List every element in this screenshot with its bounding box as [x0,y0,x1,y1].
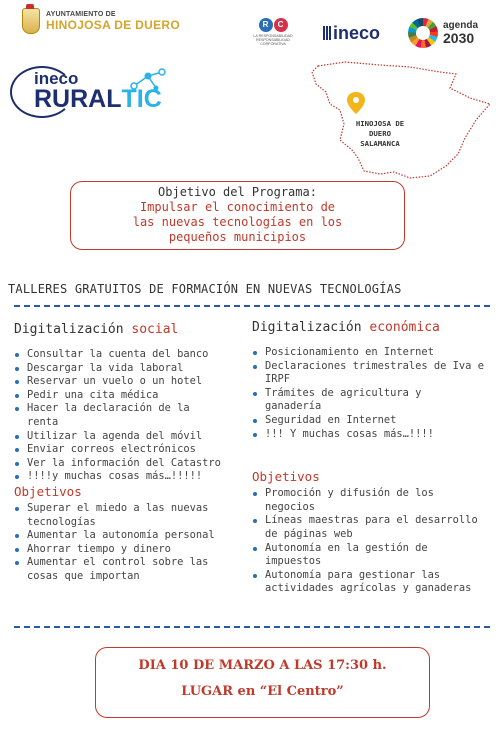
social-column [14,322,236,584]
list-item: Reservar un vuelo o un hotel [14,375,236,389]
economica-title: Digitalización económica [252,320,440,335]
social-list [14,348,236,484]
ineco-wordmark: ineco [333,23,381,43]
economica-list [252,346,490,441]
map-location-line1: HINOJOSA DE [355,119,405,128]
ineco-logo [323,24,380,42]
list-item: Utilizar la agenda del móvil [14,430,236,444]
list-item: Pedir una cita médica [14,389,236,403]
coat-of-arms-icon [22,8,40,34]
ayuntamiento-logo [22,8,180,34]
ineco-ruraltic-logo [10,66,170,118]
list-item: Posicionamiento en Internet [252,346,490,360]
list-item: Promoción y difusión de los negocios [252,487,465,514]
ruraltic-ineco-word: ineco [34,69,79,88]
top-dashed-divider [14,305,490,307]
agenda-year: 2030 [443,30,475,46]
list-item: Seguridad en Internet [252,414,490,428]
economica-objetivos-list [252,487,490,596]
objective-line2: las nuevas tecnologías en los [132,215,343,229]
economica-column [252,320,490,596]
list-item: !!!!y muchas cosas más…!!!!! [14,470,236,484]
list-item: Ahorrar tiempo y dinero [14,543,236,557]
talleres-title: TALLERES GRATUITOS DE FORMACIÓN EN NUEVAS TECNOLOGÍAS [8,282,402,296]
event-info-box [95,647,430,718]
map-location-line3: SALAMANCA [360,139,400,148]
list-item: !!! Y muchas cosas más…!!!! [252,428,490,442]
list-item: Consultar la cuenta del banco [14,348,236,362]
list-item: Aumentar la autonomía personal [14,529,236,543]
sdg-wheel-icon [408,18,438,48]
ruraltic-word: RURALTIC [34,85,162,113]
map-location-line2: DUERO [369,129,391,138]
social-objetivos-title: Objetivos [14,483,82,499]
rc-letter-r: R [259,18,273,32]
objective-line1: Impulsar el conocimiento de [139,200,336,214]
objective-line3: pequeños municipios [168,230,307,244]
event-date: DIA 10 DE MARZO A LAS 17:30 h. [138,658,387,673]
list-item: Autonomía en la gestión de impuestos [252,542,465,569]
list-item: Autonomía para gestionar las actividades agrícolas y ganaderas [252,569,490,596]
ayuntamiento-line1: AYUNTAMIENTO DE [46,10,116,18]
ayuntamiento-line2: HINOJOSA DE DUERO [46,17,181,32]
bottom-dashed-divider [14,626,490,628]
social-objetivos-list [14,502,236,584]
list-item: Trámites de agricultura y ganadería [252,387,450,414]
agenda-2030-logo [408,18,478,48]
agenda-word: agenda [443,20,479,31]
rc-caption: LA RESPONSABILIDAD RESPONSABILIDAD CORPORATIVA [253,34,293,46]
ineco-bars-icon [323,26,331,40]
list-item: Hacer la declaración de la renta [14,402,207,429]
objective-heading: Objetivo del Programa: [158,185,317,199]
list-item: Aumentar el control sobre las cosas que importan [14,556,227,583]
social-title: Digitalización social [14,322,179,337]
list-item: Descargar la vida laboral [14,362,236,376]
list-item: Superar el miedo a las nuevas tecnologías [14,502,227,529]
list-item: Enviar correos electrónicos [14,443,236,457]
program-objective-box [70,181,405,250]
economica-objetivos-title: Objetivos [252,469,320,485]
list-item: Líneas maestras para el desarrollo de páginas web [252,514,490,541]
rc-logo [250,18,296,46]
event-place: LUGAR en “El Centro” [181,684,344,699]
rc-letter-c: C [274,18,288,32]
list-item: Declaraciones trimestrales de Iva e IRPF [252,360,490,387]
map-location-label [352,119,408,149]
list-item: Ver la información del Catastro [14,457,236,471]
